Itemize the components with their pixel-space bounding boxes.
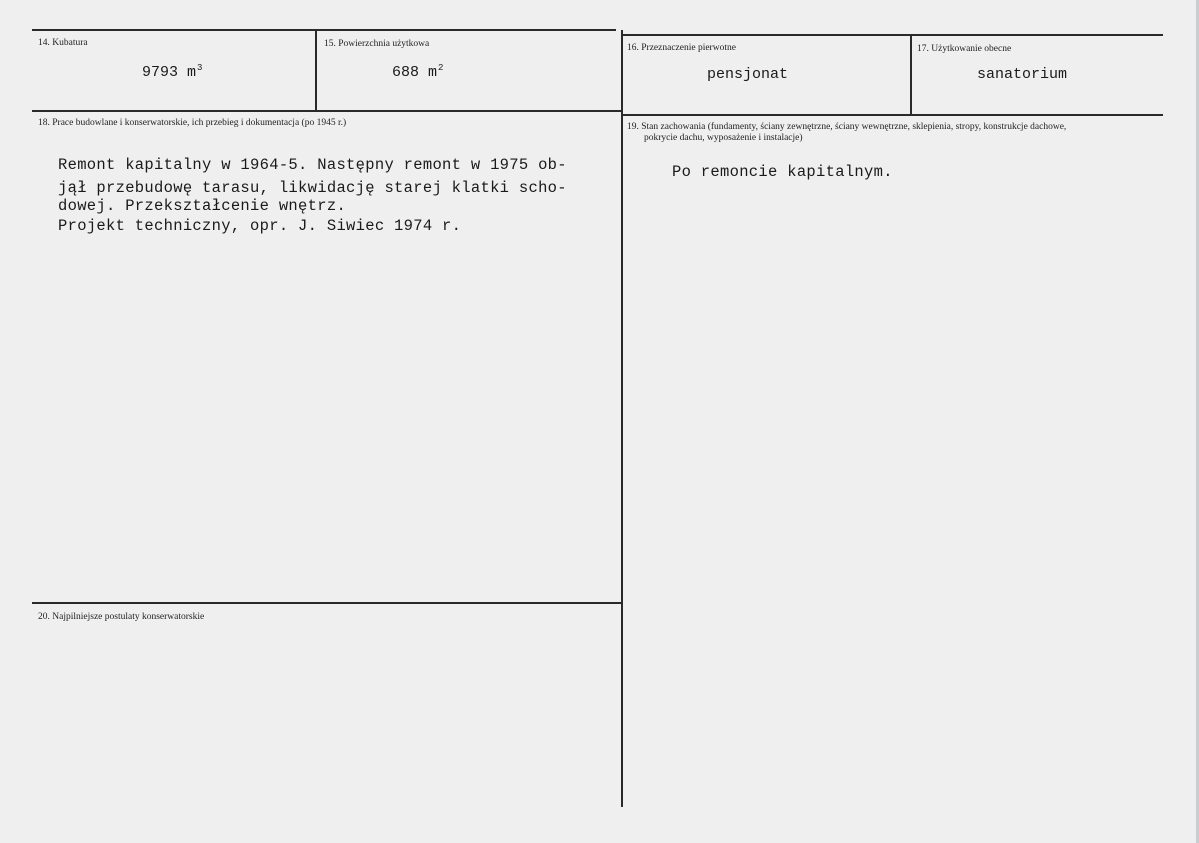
- field-19-label-line-2: pokrycie dachu, wyposażenie i instalacje): [644, 133, 803, 143]
- field-14-label: 14. Kubatura: [38, 38, 88, 48]
- top-border-line: [32, 29, 616, 31]
- field-18-label: 18. Prace budowlane i konserwatorskie, ich przebieg i dokumentacja (po 1945 r.): [38, 118, 347, 128]
- field-19-label-line-1: 19. Stan zachowania (fundamenty, ściany zewnętrzne, ściany wewnętrzne, sklepienia, stropy, konstrukcje dachowe,: [627, 122, 1067, 132]
- row-divider-left: [32, 110, 622, 112]
- field-17-value: sanatorium: [977, 66, 1068, 83]
- field-14-number: 9793 m: [142, 64, 197, 81]
- field-19-value: Po remoncie kapitalnym.: [672, 163, 893, 181]
- field-15-value: [392, 63, 443, 81]
- field-20-label: 20. Najpilniejsze postulaty konserwatorskie: [38, 612, 205, 622]
- divider-left-right: [621, 30, 623, 807]
- divider-16-17: [910, 35, 912, 114]
- row-divider-right: [622, 114, 1163, 116]
- divider-14-15: [315, 30, 317, 110]
- field-14-value: [142, 63, 202, 81]
- row-divider-18-20: [32, 602, 622, 604]
- top-border-line-right: [622, 34, 1163, 36]
- field-15-label: 15. Powierzchnia użytkowa: [324, 39, 430, 49]
- field-18-line-2: jął przebudowę tarasu, likwidację starej klatki scho-: [58, 179, 567, 197]
- field-18-line-3: dowej. Przekształcenie wnętrz.: [58, 197, 347, 215]
- field-16-label: 16. Przeznaczenie pierwotne: [627, 43, 736, 53]
- field-18-line-4: Projekt techniczny, opr. J. Siwiec 1974 r.: [58, 217, 462, 235]
- field-17-label: 17. Użytkowanie obecne: [917, 44, 1012, 54]
- field-18-line-1: Remont kapitalny w 1964-5. Następny remont w 1975 ob-: [58, 156, 567, 174]
- field-15-unit-exponent: 2: [438, 63, 444, 73]
- field-16-value: pensjonat: [707, 66, 789, 83]
- field-15-number: 688 m: [392, 64, 438, 81]
- field-14-unit-exponent: 3: [197, 63, 203, 73]
